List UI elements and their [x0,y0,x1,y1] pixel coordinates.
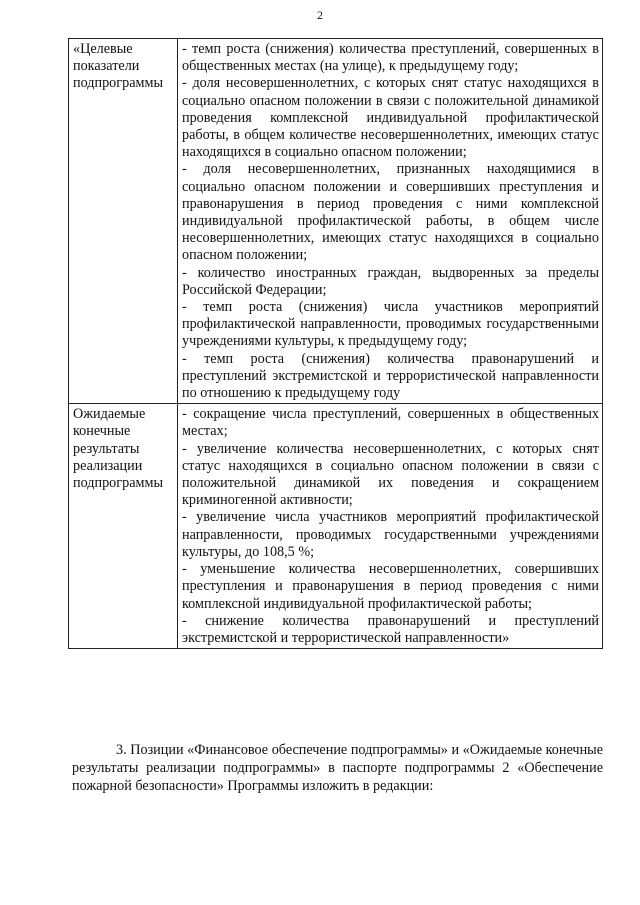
row-label-expected-results: Ожидаемые конечные результаты реализации подпрограммы [69,404,178,649]
list-item: - доля несовершеннолетних, признанных находящимися в социально опасном положении и совершивших преступления и правонарушения в период проведения с ними комплексной индивидуальной профилактической работы, в общем числе несовершеннолетних, имеющих статус находящихся в социально опасном положении; [182,161,599,264]
row-content-expected-results [178,404,603,649]
list-item: - сокращение числа преступлений, совершенных в общественных местах; [182,406,599,440]
list-item: - увеличение числа участников мероприятий профилактической направленности, проводимых государственными учреждениями культуры, до 108,5 %; [182,509,599,560]
page-number: 2 [317,8,323,22]
list-item: - количество иностранных граждан, выдворенных за пределы Российской Федерации; [182,264,599,298]
row-content-target-indicators [178,39,603,404]
list-item: - уменьшение количества несовершеннолетних, совершивших преступления и правонарушения в период проведения с ними комплексной индивидуальной профилактической работы; [182,561,599,612]
subprogram-passport-table [68,38,603,649]
list-item: - темп роста (снижения) количества преступлений, совершенных в общественных местах (на улице), к предыдущему году; [182,41,599,75]
table-row-expected-results [69,404,603,649]
row-label-target-indicators: «Целевые показатели подпрограммы [69,39,178,404]
list-item: - темп роста (снижения) числа участников мероприятий профилактической направленности, проводимых государственными учреждениями культуры, к предыдущему году; [182,299,599,350]
list-item: - увеличение количества несовершеннолетних, с которых снят статус находящихся в социально опасном положении в связи с положительной динамикой их поведения и сокращением криминогенной активности; [182,440,599,509]
list-item: - доля несовершеннолетних, с которых снят статус находящихся в социально опасном положении в связи с положительной динамикой проведения комплексной индивидуальной профилактической работы, в общем количестве несовершеннолетних, имеющих статус находящихся в социально опасном положении; [182,75,599,161]
list-item: - снижение количества правонарушений и преступлений экстремистской и террористической направленности» [182,612,599,646]
table-row-target-indicators [69,39,603,404]
body-paragraph: 3. Позиции «Финансовое обеспечение подпрограммы» и «Ожидаемые конечные результаты реализации подпрограммы» в паспорте подпрограммы 2 «Обеспечение пожарной безопасности» Программы изложить в редакции: [72,742,603,794]
list-item: - темп роста (снижения) количества правонарушений и преступлений экстремистской и террористической направленности по отношению к предыдущему году [182,350,599,402]
